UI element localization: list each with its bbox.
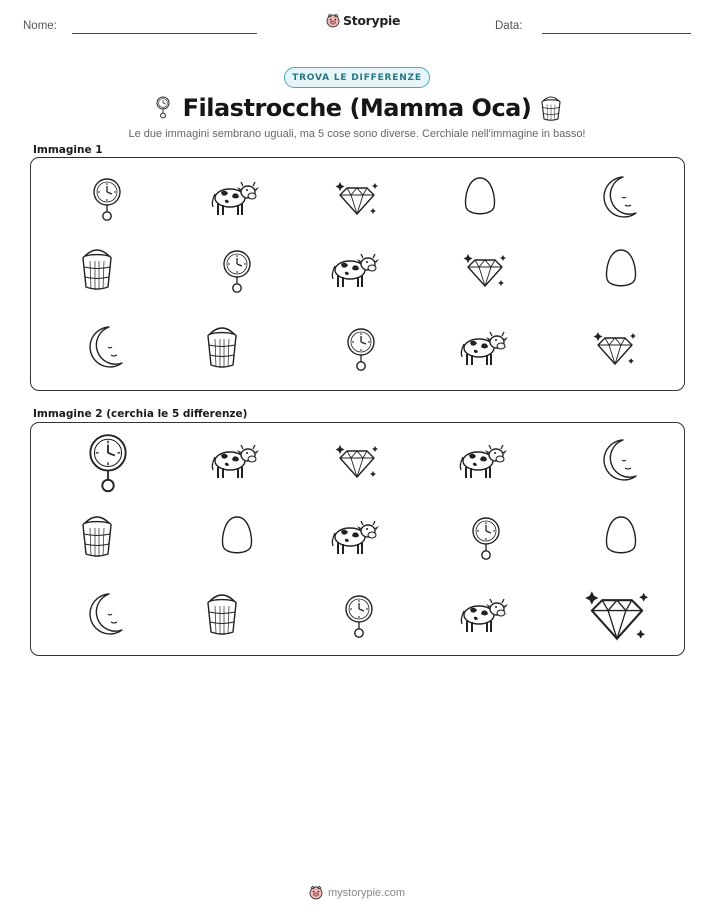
panel2-r2-c3[interactable] — [353, 537, 354, 538]
diamond-icon — [357, 461, 358, 462]
panel2-r2-c1[interactable] — [97, 537, 98, 538]
title-clock-icon — [150, 93, 176, 123]
panel1-label: Immagine 1 — [33, 144, 103, 156]
panel1-r2-c3 — [353, 270, 354, 271]
bucket-icon — [222, 348, 223, 349]
panel2-r3-c3[interactable] — [359, 615, 360, 616]
diamond-icon — [615, 348, 616, 349]
title-bucket-icon — [538, 93, 564, 123]
cow-icon — [482, 348, 483, 349]
egg-icon — [480, 198, 481, 199]
date-line[interactable] — [542, 33, 691, 34]
panel2-label: Immagine 2 (cerchia le 5 differenze) — [33, 408, 248, 420]
panel1-r1-c5 — [621, 198, 622, 199]
picture-1-frame — [30, 157, 685, 391]
panel2-r1-c2[interactable] — [233, 461, 234, 462]
panel2-r2-c4[interactable] — [486, 537, 487, 538]
panel2-r3-c2[interactable] — [222, 615, 223, 616]
panel2-r2-c5[interactable] — [621, 537, 622, 538]
bucket-icon — [97, 537, 98, 538]
footer — [0, 885, 714, 900]
clock-icon — [359, 615, 360, 616]
diamond-icon — [357, 198, 358, 199]
panel2-r1-c5[interactable] — [621, 461, 622, 462]
panel1-r2-c2 — [237, 270, 238, 271]
bucket-icon — [97, 270, 98, 271]
clock-icon — [107, 198, 108, 199]
panel1-r2-c5 — [621, 270, 622, 271]
page-title: Filastrocche (Mamma Oca) — [182, 94, 532, 122]
diamond-icon — [617, 615, 618, 616]
brand-name: Storypie — [343, 13, 401, 28]
cow-icon — [482, 615, 483, 616]
cow-icon — [481, 461, 482, 462]
egg-icon — [237, 537, 238, 538]
panel1-r1-c4 — [480, 198, 481, 199]
panel1-r1-c3 — [357, 198, 358, 199]
panel1-r2-c4 — [485, 270, 486, 271]
picture-2-frame[interactable] — [30, 422, 685, 656]
panel2-r3-c5[interactable] — [617, 615, 618, 616]
panel1-r3-c4 — [482, 348, 483, 349]
panel2-r1-c1[interactable] — [108, 461, 109, 462]
moon-icon — [621, 198, 622, 199]
cow-icon — [233, 461, 234, 462]
clock-icon — [150, 93, 176, 123]
name-label: Nome: — [23, 20, 57, 32]
moon-icon — [107, 348, 108, 349]
moon-icon — [107, 615, 108, 616]
activity-badge: TROVA LE DIFFERENZE — [284, 67, 430, 88]
panel2-r3-c1[interactable] — [107, 615, 108, 616]
panel1-r3-c5 — [615, 348, 616, 349]
cow-icon — [233, 198, 234, 199]
pig-mascot-icon — [326, 13, 340, 28]
moon-icon — [621, 461, 622, 462]
instructions: Le due immagini sembrano uguali, ma 5 cose sono diverse. Cerchiale nell'immagine in basso! — [128, 128, 586, 140]
clock-icon — [486, 537, 487, 538]
page-title-row — [150, 91, 564, 125]
cow-icon — [353, 537, 354, 538]
panel2-r2-c2[interactable] — [237, 537, 238, 538]
pig-mascot-icon — [309, 885, 323, 900]
cow-icon — [353, 270, 354, 271]
panel2-r3-c4[interactable] — [482, 615, 483, 616]
footer-url: mystorypie.com — [327, 886, 406, 899]
panel1-r1-c1 — [107, 198, 108, 199]
panel1-r3-c2 — [222, 348, 223, 349]
egg-icon — [621, 537, 622, 538]
panel1-r3-c1 — [107, 348, 108, 349]
name-line[interactable] — [72, 33, 257, 34]
panel1-r1-c2 — [233, 198, 234, 199]
diamond-icon — [485, 270, 486, 271]
brand-logo — [326, 13, 400, 28]
clock-icon — [237, 270, 238, 271]
panel2-r1-c3[interactable] — [357, 461, 358, 462]
panel2-r1-c4[interactable] — [481, 461, 482, 462]
bucket-icon — [538, 93, 564, 123]
bucket-icon — [222, 615, 223, 616]
panel1-r2-c1 — [97, 270, 98, 271]
panel1-r3-c3 — [361, 348, 362, 349]
clock-icon — [361, 348, 362, 349]
egg-icon — [621, 270, 622, 271]
date-label: Data: — [495, 20, 523, 32]
clock-icon — [108, 461, 109, 462]
